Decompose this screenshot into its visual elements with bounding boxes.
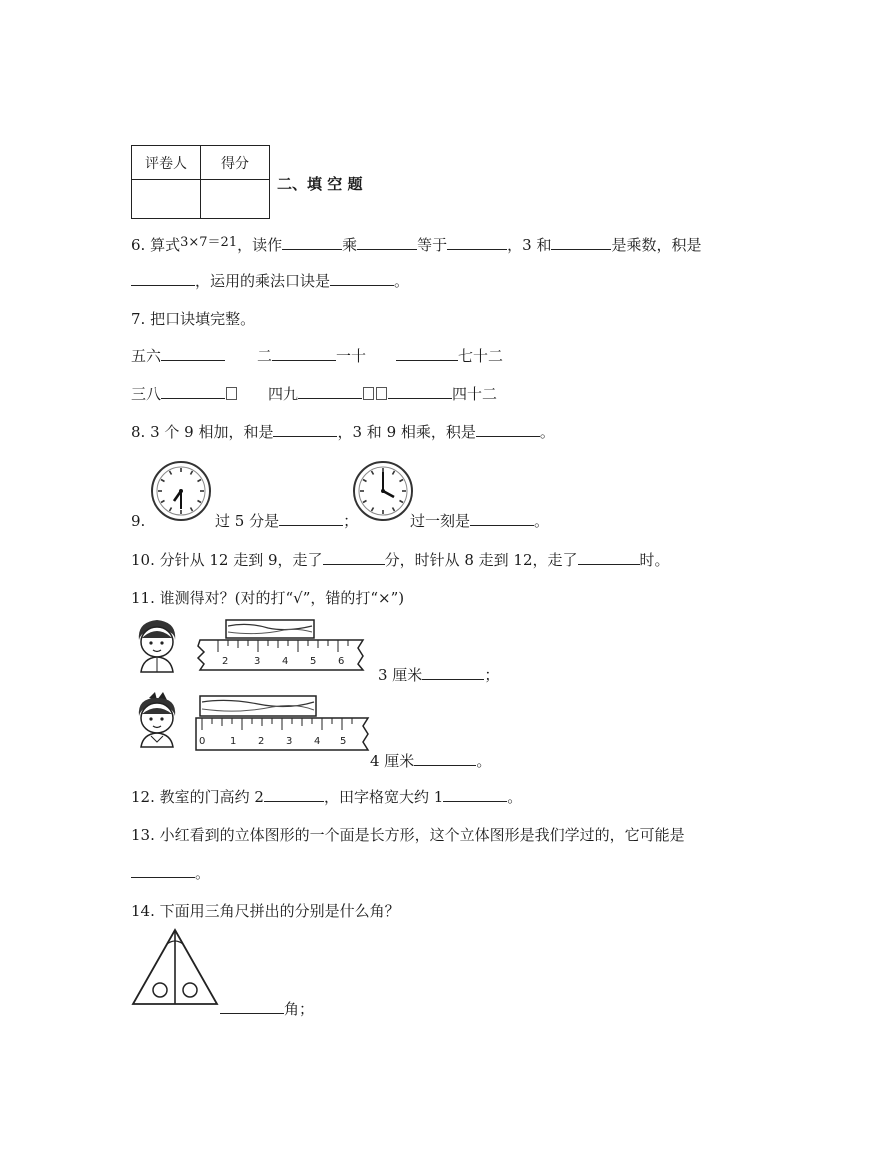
question-12: 12. 教室的门高约 2 ，田字格宽大约 1 。 — [131, 788, 523, 806]
blank[interactable] — [396, 346, 458, 361]
blank[interactable] — [443, 787, 507, 802]
ruler-1-label: 3 — [254, 656, 261, 667]
blank[interactable] — [264, 787, 324, 802]
blank[interactable] — [578, 550, 640, 565]
blank[interactable] — [447, 235, 507, 250]
ruler-1-label: 6 — [338, 656, 345, 667]
reviewer-header: 评卷人 — [132, 146, 201, 180]
missing-glyph-box — [226, 387, 237, 400]
question-7-row-1b: 二 一十 — [257, 347, 367, 365]
reviewer-cell[interactable] — [132, 180, 201, 219]
clock-icon — [150, 460, 212, 522]
question-13-line-1: 13. 小红看到的立体图形的一个面是长方形，这个立体图形是我们学过的，它可能是 — [131, 826, 685, 844]
question-11-answer-1: 3 厘米 ； — [378, 666, 500, 684]
question-14-answer: 角； — [220, 998, 314, 1019]
ruler-2-label: 0 — [199, 736, 206, 747]
question-10: 10. 分针从 12 走到 9，走了 分，时针从 8 走到 12，走了 时。 — [131, 551, 670, 569]
ruler-1 — [188, 618, 368, 674]
question-6-line-2: ，运用的乘法口诀是 。 — [131, 270, 409, 291]
clock-icon — [352, 460, 414, 522]
question-11-title: 11. 谁测得对？(对的打“√”，错的打“×”) — [131, 589, 405, 607]
blank[interactable] — [551, 235, 611, 250]
blank[interactable] — [273, 422, 337, 437]
blank[interactable] — [414, 751, 476, 766]
blank[interactable] — [131, 863, 195, 878]
boy-figure-icon — [131, 616, 185, 674]
question-7-title: 7. 把口诀填完整。 — [131, 310, 256, 328]
score-cell[interactable] — [201, 180, 270, 219]
ruler-1-label: 2 — [222, 656, 229, 667]
question-9-num: 9. — [131, 512, 146, 530]
blank[interactable] — [388, 384, 452, 399]
blank[interactable] — [330, 271, 394, 286]
score-table — [131, 145, 270, 219]
missing-glyph-box — [363, 387, 374, 400]
score-header: 得分 — [201, 146, 270, 180]
question-13-line-2: 。 — [131, 862, 210, 883]
ruler-2-label: 1 — [230, 736, 237, 747]
question-8: 8. 3 个 9 相加，和是 ，3 和 9 相乘，积是 。 — [131, 423, 555, 441]
blank[interactable] — [476, 422, 540, 437]
question-14-title: 14. 下面用三角尺拼出的分别是什么角？ — [131, 902, 400, 920]
blank[interactable] — [220, 999, 284, 1014]
girl-figure-icon — [131, 690, 185, 748]
ruler-2-label: 5 — [340, 736, 347, 747]
formula: 3×7＝21 — [180, 235, 238, 250]
ruler-2-label: 2 — [258, 736, 265, 747]
blank[interactable] — [282, 235, 342, 250]
blank[interactable] — [422, 665, 484, 680]
missing-glyph-box — [376, 387, 387, 400]
blank[interactable] — [279, 511, 343, 526]
blank[interactable] — [323, 550, 385, 565]
blank[interactable] — [131, 271, 195, 286]
question-9-part-1: 过 5 分是 ； — [215, 512, 359, 530]
question-7-row-2b: 四九 四十二 — [268, 385, 498, 403]
section-title: 二、填 空 题 — [277, 175, 363, 193]
blank[interactable] — [357, 235, 417, 250]
blank[interactable] — [298, 384, 362, 399]
question-7-row-1: 五六 — [131, 345, 225, 366]
question-11-answer-2: 4 厘米 。 — [370, 752, 492, 770]
question-7-row-1c: 七十二 — [396, 345, 503, 366]
ruler-2-label: 4 — [314, 736, 321, 747]
question-9-part-2: 过一刻是 。 — [410, 512, 550, 530]
question-7-row-2: 三八 — [131, 383, 238, 404]
ruler-1-label: 4 — [282, 656, 289, 667]
blank[interactable] — [272, 346, 336, 361]
ruler-2 — [188, 694, 378, 754]
blank[interactable] — [470, 511, 534, 526]
triangle-rulers-figure — [131, 928, 219, 1008]
ruler-2-label: 3 — [286, 736, 293, 747]
blank[interactable] — [161, 346, 225, 361]
ruler-1-label: 5 — [310, 656, 317, 667]
question-6-line-1: 6. 算式3×7＝21，读作 乘 等于 ，3 和 是乘数，积是 — [131, 235, 702, 254]
blank[interactable] — [161, 384, 225, 399]
